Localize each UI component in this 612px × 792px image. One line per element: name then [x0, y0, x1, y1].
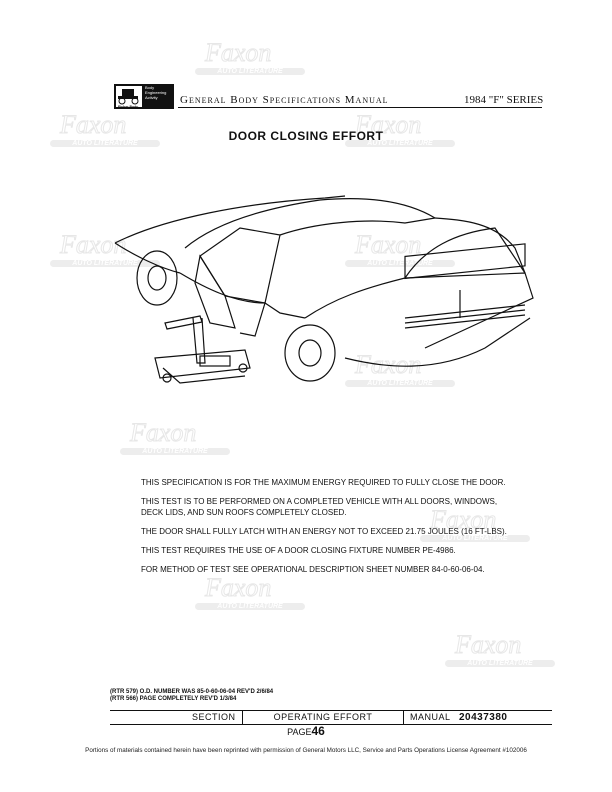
- watermark-brand: Faxon: [355, 230, 422, 259]
- logo-line: Body: [145, 85, 155, 90]
- watermark-tagline: AUTO LITERATURE: [195, 603, 305, 610]
- logo-line: Engineering: [145, 90, 167, 95]
- watermark-brand: Faxon: [130, 418, 197, 447]
- watermark-brand: Faxon: [205, 38, 272, 67]
- section-value: OPERATING EFFORT: [242, 711, 404, 724]
- manual-number: 20437380: [459, 712, 508, 723]
- spec-paragraph: THIS SPECIFICATION IS FOR THE MAXIMUM ENERGY REQUIRED TO FULLY CLOSE THE DOOR.: [141, 478, 506, 487]
- manual-label: MANUAL: [410, 712, 451, 722]
- fisher-body-logo: [114, 84, 174, 109]
- watermark-brand: Faxon: [60, 110, 127, 139]
- watermark-tagline: AUTO LITERATURE: [420, 535, 530, 542]
- watermark-tagline: AUTO LITERATURE: [345, 380, 455, 387]
- specification-text: [141, 477, 513, 583]
- series-label: 1984 "F" SERIES: [464, 94, 544, 106]
- watermark-tagline: AUTO LITERATURE: [345, 140, 455, 147]
- spec-paragraph: THIS TEST REQUIRES THE USE OF A DOOR CLOSING FIXTURE NUMBER PE-4986.: [141, 546, 456, 555]
- manual-title: General Body Specifications Manual: [180, 94, 389, 106]
- footer-table: [110, 710, 552, 725]
- copyright-notice: Portions of materials contained herein have been reprinted with permission of General Motors LLC, Service and Parts Operations License Agreement #102006: [85, 747, 527, 754]
- revision-line: (RTR 566) PAGE COMPLETELY REV'D 1/3/84: [110, 696, 237, 702]
- watermark-tagline: AUTO LITERATURE: [120, 448, 230, 455]
- watermark-tagline: AUTO LITERATURE: [195, 68, 305, 75]
- spec-paragraph: FOR METHOD OF TEST SEE OPERATIONAL DESCRIPTION SHEET NUMBER 84-0-60-06-04.: [141, 565, 485, 574]
- watermark: [185, 38, 315, 98]
- header-rule: [178, 107, 542, 108]
- watermark-brand: Faxon: [430, 505, 497, 534]
- watermark-tagline: AUTO LITERATURE: [50, 260, 160, 267]
- spec-paragraph: THE DOOR SHALL FULLY LATCH WITH AN ENERGY NOT TO EXCEED 21.75 JOULES (16 FT-LBS).: [141, 527, 507, 536]
- revision-notes: [110, 689, 273, 703]
- watermark-tagline: AUTO LITERATURE: [445, 660, 555, 667]
- page-value: 46: [311, 724, 325, 738]
- watermark-tagline: AUTO LITERATURE: [345, 260, 455, 267]
- watermark-brand: Faxon: [355, 350, 422, 379]
- logo-caption: [145, 85, 173, 100]
- page-number: [0, 724, 612, 738]
- watermark: [110, 418, 240, 478]
- section-label: SECTION: [192, 712, 236, 722]
- watermark-brand: Faxon: [355, 110, 422, 139]
- carriage-logo-icon: [116, 86, 142, 107]
- page-label: PAGE: [287, 727, 312, 737]
- watermark: [435, 630, 565, 690]
- logo-line: Activity: [145, 95, 158, 100]
- spec-paragraph: THIS TEST IS TO BE PERFORMED ON A COMPLETED VEHICLE WITH ALL DOORS, WINDOWS, DECK LIDS, AND SUN ROOFS COMPLETELY CLOSED.: [141, 497, 498, 517]
- page-title: DOOR CLOSING EFFORT: [228, 129, 384, 143]
- watermark-tagline: AUTO LITERATURE: [50, 140, 160, 147]
- watermark-brand: Faxon: [455, 630, 522, 659]
- watermark-brand: Faxon: [205, 573, 272, 602]
- watermark-brand: Faxon: [60, 230, 127, 259]
- revision-line: (RTR 579) O.D. NUMBER WAS 85-0-60-06-04 REV'D 2/6/84: [110, 689, 274, 695]
- car-door-fixture-illustration: [105, 178, 545, 413]
- logo-brand-text: Fisher Body: [118, 105, 139, 109]
